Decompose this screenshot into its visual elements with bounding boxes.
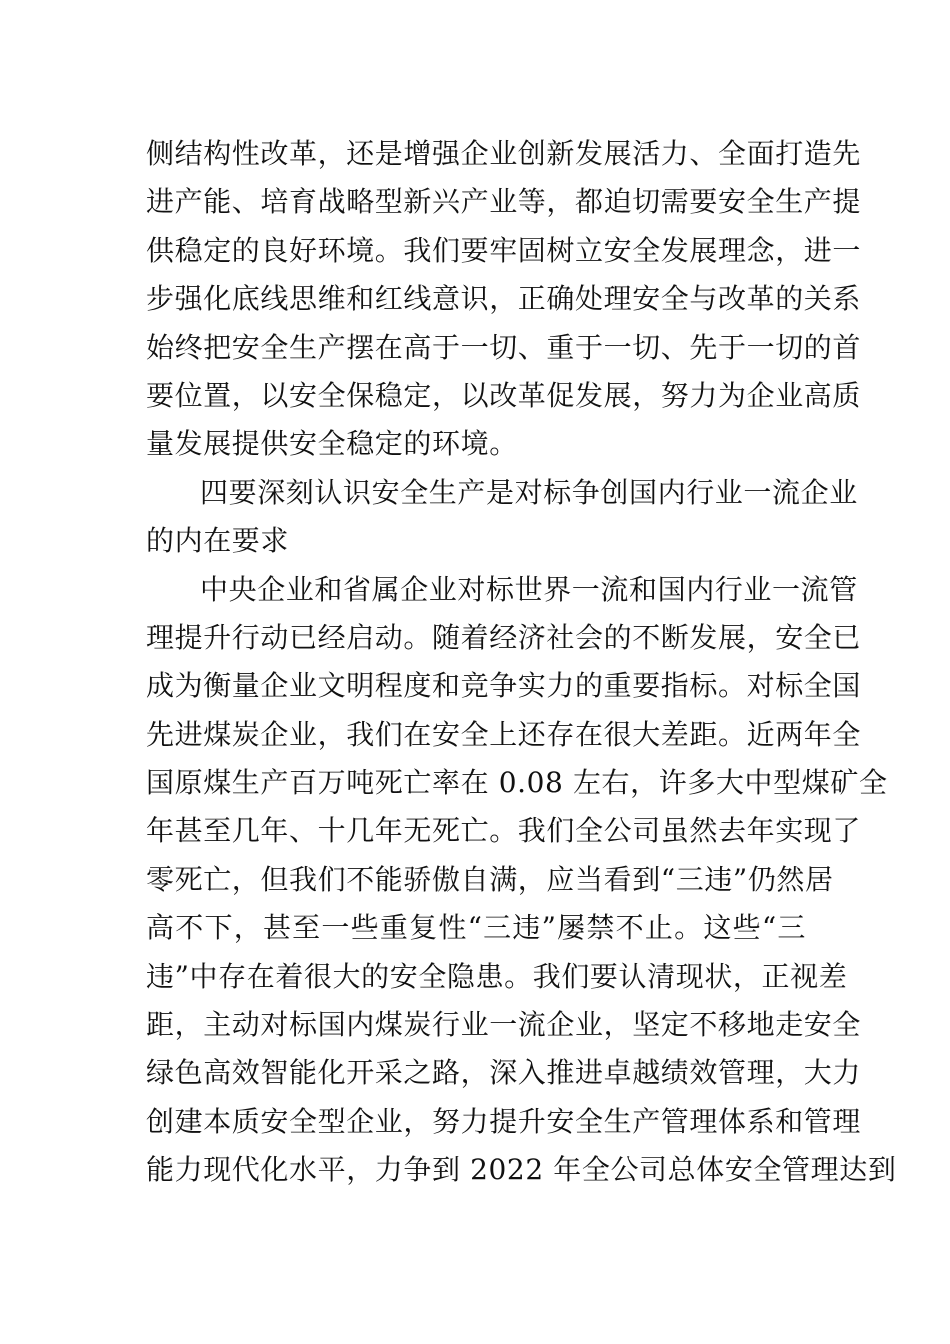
text-line: 侧结构性改革，还是增强企业创新发展活力、全面打造先 bbox=[146, 137, 862, 170]
text-line: 始终把安全生产摆在高于一切、重于一切、先于一切的首 bbox=[146, 330, 862, 364]
text-line: 中央企业和省属企业对标世界一流和国内行业一流管 bbox=[200, 572, 858, 606]
section-heading bbox=[146, 469, 858, 566]
text-line: 供稳定的良好环境。我们要牢固树立安全发展理念，进一 bbox=[146, 233, 862, 267]
text-line: 进产能、培育战略型新兴产业等，都迫切需要安全生产提 bbox=[146, 185, 862, 219]
text-line: 高不下，甚至一些重复性“三违”屡禁不止。这些“三 bbox=[146, 911, 806, 945]
text-line: 国原煤生产百万吨死亡率在 0.08 左右，许多大中型煤矿全 bbox=[146, 766, 888, 800]
heading-line: 四要深刻认识安全生产是对标争创国内行业一流企业 bbox=[200, 475, 858, 509]
text-line: 要位置，以安全保稳定，以改革促发展，努力为企业高质 bbox=[146, 378, 862, 412]
text-line: 年甚至几年、十几年无死亡。我们全公司虽然去年实现了 bbox=[146, 814, 862, 848]
text-line: 成为衡量企业文明程度和竞争实力的重要指标。对标全国 bbox=[146, 669, 862, 703]
text-line: 违”中存在着很大的安全隐患。我们要认清现状，正视差 bbox=[146, 959, 848, 993]
heading-line: 的内在要求 bbox=[146, 524, 290, 558]
text-line: 理提升行动已经启动。随着经济社会的不断发展，安全已 bbox=[146, 620, 862, 654]
text-line: 创建本质安全型企业，努力提升安全生产管理体系和管理 bbox=[146, 1104, 862, 1138]
document-body bbox=[146, 130, 897, 1195]
text-line: 零死亡，但我们不能骄傲自满，应当看到“三违”仍然居 bbox=[146, 862, 834, 896]
text-line: 能力现代化水平，力争到 2022 年全公司总体安全管理达到 bbox=[146, 1153, 897, 1187]
text-line: 绿色高效智能化开采之路，深入推进卓越绩效管理，大力 bbox=[146, 1056, 862, 1090]
paragraph bbox=[146, 130, 862, 469]
text-line: 距，主动对标国内煤炭行业一流企业，坚定不移地走安全 bbox=[146, 1008, 862, 1042]
paragraph bbox=[146, 566, 897, 1195]
text-line: 量发展提供安全稳定的环境。 bbox=[146, 427, 518, 461]
text-line: 步强化底线思维和红线意识，正确处理安全与改革的关系 bbox=[146, 282, 862, 316]
text-line: 先进煤炭企业，我们在安全上还存在很大差距。近两年全 bbox=[146, 717, 862, 751]
